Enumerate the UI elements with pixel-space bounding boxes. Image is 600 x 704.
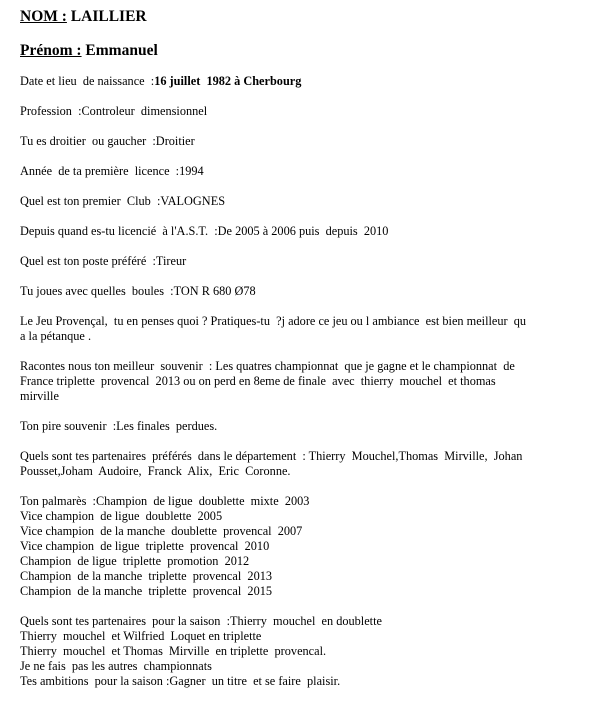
palmares-line: Ton palmarès :Champion de ligue doublette mixte 2003	[20, 494, 310, 508]
naissance-question: Date et lieu de naissance :	[20, 74, 155, 88]
saison-line: Je ne fais pas les autres championnats	[20, 659, 212, 673]
palmares-line: Vice champion de ligue triplette provencal 2010	[20, 539, 270, 553]
saison-line: Tes ambitions pour la saison :Gagner un titre et se faire plaisir.	[20, 674, 341, 688]
main-line: Tu es droitier ou gaucher :Droitier	[20, 134, 195, 148]
profession-line: Profession :Controleur dimensionnel	[20, 104, 208, 118]
partenaires-paragraph	[20, 449, 590, 479]
jeu-provencal-paragraph	[20, 314, 590, 344]
ast-line: Depuis quand es-tu licencié à l'A.S.T. :De 2005 à 2006 puis depuis 2010	[20, 224, 389, 238]
prenom-label: Prénom :	[20, 42, 82, 59]
poste-line: Quel est ton poste préféré :Tireur	[20, 254, 187, 268]
saison-line: Thierry mouchel et Thomas Mirville en triplette provencal.	[20, 644, 327, 658]
palmares-line: Vice champion de la manche doublette provencal 2007	[20, 524, 303, 538]
palmares-line: Champion de la manche triplette provencal 2015	[20, 584, 273, 598]
palmares-line: Champion de la manche triplette provencal 2013	[20, 569, 273, 583]
prenom-value: Emmanuel	[85, 42, 158, 59]
naissance-line	[20, 74, 590, 89]
interview-document	[20, 8, 590, 704]
pire-souvenir-line: Ton pire souvenir :Les finales perdues.	[20, 419, 218, 433]
nom-label: NOM :	[20, 8, 67, 25]
club-line: Quel est ton premier Club :VALOGNES	[20, 194, 226, 208]
palmares-line: Champion de ligue triplette promotion 2012	[20, 554, 250, 568]
saison-line: Quels sont tes partenaires pour la saison :Thierry mouchel en doublette	[20, 614, 382, 628]
palmares-paragraph	[20, 494, 590, 599]
nom-heading	[20, 8, 590, 26]
naissance-answer: 16 juillet 1982 à Cherbourg	[154, 74, 302, 88]
paragraph-line: a la pétanque .	[20, 329, 92, 343]
paragraph-line: France triplette provencal 2013 ou on perd en 8eme de finale avec thierry mouchel et thomas	[20, 374, 496, 388]
boules-line: Tu joues avec quelles boules :TON R 680 Ø78	[20, 284, 256, 298]
saison-line: Thierry mouchel et Wilfried Loquet en triplette	[20, 629, 262, 643]
paragraph-line: Quels sont tes partenaires préférés dans le département : Thierry Mouchel,Thomas Mirville, Johan	[20, 449, 523, 463]
paragraph-line: Le Jeu Provençal, tu en penses quoi ? Pratiques-tu ?j adore ce jeu ou l ambiance est bien meilleur qu	[20, 314, 527, 328]
prenom-heading	[20, 42, 590, 60]
paragraph-line: Pousset,Joham Audoire, Franck Alix, Eric Coronne.	[20, 464, 291, 478]
saison-paragraph	[20, 614, 590, 689]
paragraph-line: Racontes nous ton meilleur souvenir : Les quatres championnat que je gagne et le championnat de	[20, 359, 515, 373]
nom-value: LAILLIER	[70, 8, 147, 25]
licence-line: Année de ta première licence :1994	[20, 164, 204, 178]
paragraph-line: mirville	[20, 389, 59, 403]
meilleur-souvenir-paragraph	[20, 359, 590, 404]
palmares-line: Vice champion de ligue doublette 2005	[20, 509, 223, 523]
